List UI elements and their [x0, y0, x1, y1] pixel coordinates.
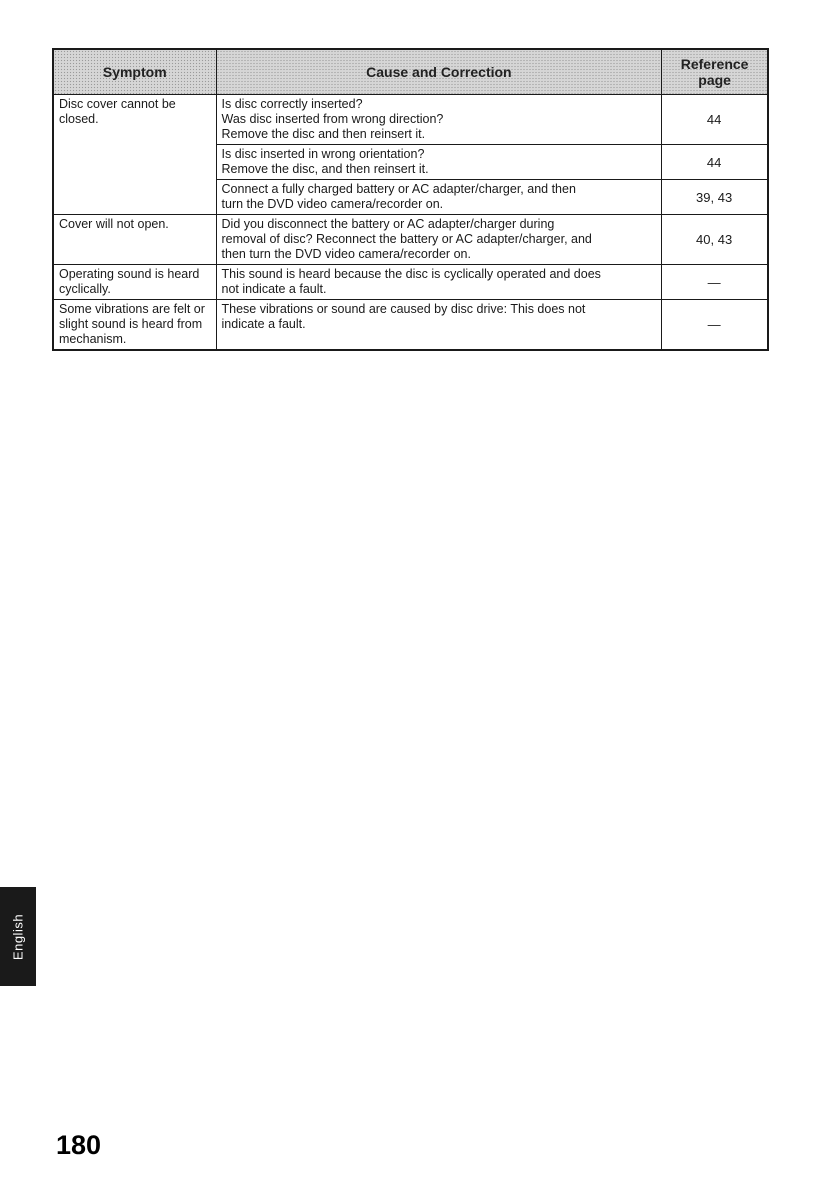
table-row: [53, 300, 768, 351]
reference-cell: —: [662, 265, 768, 300]
table-row: [53, 95, 768, 145]
header-symptom: Symptom: [53, 49, 216, 95]
symptom-cell: Operating sound is heard cyclically.: [53, 265, 216, 300]
reference-cell: 44: [662, 145, 768, 180]
reference-cell: —: [662, 300, 768, 351]
cause-line: Connect a fully charged battery or AC adapter/charger, and then: [221, 182, 576, 196]
table-header-row: [53, 49, 768, 95]
language-tab: [0, 887, 36, 986]
reference-cell: 40, 43: [662, 215, 768, 265]
cause-line: This sound is heard because the disc is cyclically operated and does: [221, 267, 601, 281]
cause-cell: [216, 95, 662, 145]
cause-line: Is disc correctly inserted?: [221, 97, 363, 111]
reference-cell: 39, 43: [662, 180, 768, 215]
cause-cell: [216, 180, 662, 215]
cause-cell: [216, 300, 662, 351]
page-number: 180: [56, 1130, 102, 1160]
language-tab-label: English: [10, 913, 26, 960]
cause-line: turn the DVD video camera/recorder on.: [221, 197, 444, 211]
symptom-cell: Disc cover cannot be closed.: [53, 95, 216, 215]
table-row: [53, 215, 768, 265]
troubleshooting-table: [52, 48, 769, 351]
cause-line: removal of disc? Reconnect the battery or AC adapter/charger, and: [221, 232, 592, 246]
table-row: [53, 265, 768, 300]
cause-line: Remove the disc and then reinsert it.: [221, 127, 426, 141]
cause-line: indicate a fault.: [221, 317, 306, 331]
symptom-cell: Some vibrations are felt or slight sound is heard from mechanism.: [53, 300, 216, 351]
cause-line: then turn the DVD video camera/recorder on.: [221, 247, 471, 261]
reference-cell: 44: [662, 95, 768, 145]
cause-line: Was disc inserted from wrong direction?: [221, 112, 444, 126]
cause-line: Did you disconnect the battery or AC adapter/charger during: [221, 217, 555, 231]
cause-line: not indicate a fault.: [221, 282, 327, 296]
cause-line: Is disc inserted in wrong orientation?: [221, 147, 425, 161]
cause-cell: [216, 145, 662, 180]
symptom-cell: Cover will not open.: [53, 215, 216, 265]
cause-cell: [216, 265, 662, 300]
header-reference-page: Reference page: [662, 49, 768, 95]
cause-cell: [216, 215, 662, 265]
cause-line: These vibrations or sound are caused by disc drive: This does not: [221, 302, 586, 316]
header-cause-and-correction: Cause and Correction: [216, 49, 662, 95]
cause-line: Remove the disc, and then reinsert it.: [221, 162, 429, 176]
table-body: [53, 95, 768, 351]
